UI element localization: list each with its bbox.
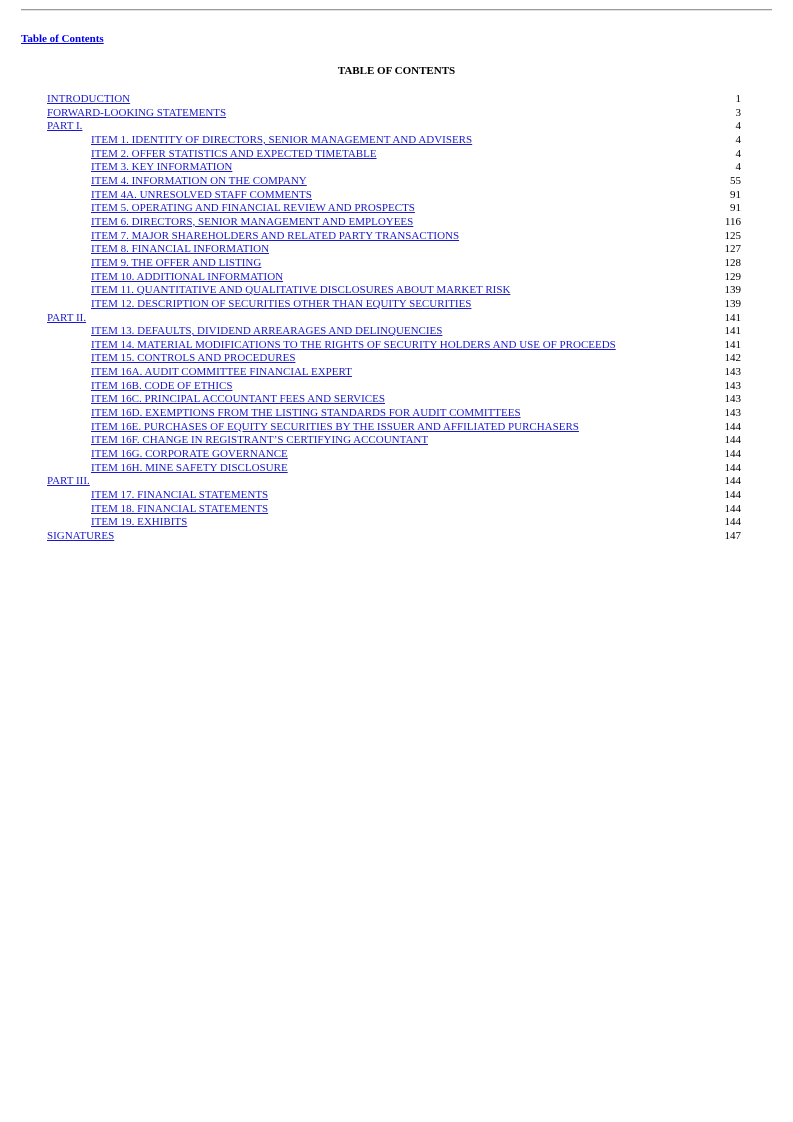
toc-page-number: 143	[724, 366, 741, 379]
toc-entry	[47, 530, 741, 544]
toc-entry	[47, 352, 741, 366]
toc-page-number: 147	[724, 530, 741, 542]
toc-page-number: 4	[735, 133, 741, 146]
toc-list	[47, 93, 741, 544]
toc-item-link[interactable]: ITEM 16E. PURCHASES OF EQUITY SECURITIES BY THE ISSUER AND AFFILIATED PURCHASERS	[91, 420, 579, 433]
toc-item-link[interactable]: ITEM 16C. PRINCIPAL ACCOUNTANT FEES AND SERVICES	[91, 393, 385, 406]
toc-entry	[47, 380, 741, 394]
toc-entry	[47, 93, 741, 107]
toc-page-number: 143	[724, 393, 741, 406]
toc-page-number: 4	[735, 161, 741, 174]
toc-page-number: 141	[724, 311, 741, 324]
toc-page-number: 139	[724, 284, 741, 297]
toc-section-link[interactable]: PART II.	[47, 311, 87, 324]
toc-entry	[47, 175, 741, 189]
toc-item-link[interactable]: ITEM 16G. CORPORATE GOVERNANCE	[91, 448, 288, 461]
toc-entry	[47, 148, 741, 162]
toc-item-link[interactable]: ITEM 17. FINANCIAL STATEMENTS	[91, 489, 269, 502]
toc-entry	[47, 202, 741, 216]
toc-entry	[47, 257, 741, 271]
toc-item-link[interactable]: ITEM 9. THE OFFER AND LISTING	[91, 256, 262, 269]
toc-entry	[47, 325, 741, 339]
toc-entry	[47, 189, 741, 203]
toc-entry	[47, 407, 741, 421]
toc-item-link[interactable]: ITEM 16D. EXEMPTIONS FROM THE LISTING STANDARDS FOR AUDIT COMMITTEES	[91, 407, 521, 420]
toc-page-number: 91	[730, 202, 741, 215]
toc-entry	[47, 243, 741, 257]
toc-entry	[47, 134, 741, 148]
toc-page-number: 125	[724, 229, 741, 242]
toc-item-link[interactable]: ITEM 10. ADDITIONAL INFORMATION	[91, 270, 284, 283]
toc-entry	[47, 120, 741, 134]
top-divider	[21, 9, 772, 10]
toc-entry	[47, 516, 741, 530]
toc-page-number: 129	[724, 270, 741, 283]
toc-page-number: 1	[735, 93, 741, 105]
toc-entry	[47, 284, 741, 298]
toc-entry	[47, 161, 741, 175]
toc-item-link[interactable]: ITEM 8. FINANCIAL INFORMATION	[91, 243, 270, 256]
toc-item-link[interactable]: ITEM 19. EXHIBITS	[91, 516, 188, 529]
toc-item-link[interactable]: ITEM 16B. CODE OF ETHICS	[91, 379, 233, 392]
toc-item-link[interactable]: ITEM 16A. AUDIT COMMITTEE FINANCIAL EXPERT	[91, 366, 352, 379]
toc-page-number: 142	[724, 352, 741, 365]
toc-page-number: 144	[724, 502, 741, 515]
toc-entry	[47, 312, 741, 326]
toc-entry	[47, 339, 741, 353]
toc-page-number: 144	[724, 434, 741, 447]
toc-page-number: 55	[730, 174, 741, 187]
toc-page-number: 91	[730, 188, 741, 201]
page-title: TABLE OF CONTENTS	[337, 65, 456, 77]
toc-entry	[47, 489, 741, 503]
toc-entry	[47, 475, 741, 489]
toc-item-link[interactable]: ITEM 4. INFORMATION ON THE COMPANY	[91, 174, 307, 187]
toc-page-number: 3	[735, 106, 741, 119]
toc-page-number: 143	[724, 379, 741, 392]
toc-item-link[interactable]: ITEM 6. DIRECTORS, SENIOR MANAGEMENT AND EMPLOYEES	[91, 215, 414, 228]
toc-item-link[interactable]: ITEM 7. MAJOR SHAREHOLDERS AND RELATED PARTY TRANSACTIONS	[91, 229, 460, 242]
toc-item-link[interactable]: ITEM 11. QUANTITATIVE AND QUALITATIVE DISCLOSURES ABOUT MARKET RISK	[91, 284, 511, 297]
toc-section-link[interactable]: FORWARD-LOOKING STATEMENTS	[47, 106, 227, 119]
toc-item-link[interactable]: ITEM 15. CONTROLS AND PROCEDURES	[91, 352, 296, 365]
toc-page-number: 141	[724, 338, 741, 351]
toc-page-number: 116	[724, 215, 741, 228]
toc-entry	[47, 216, 741, 230]
toc-page-number: 144	[724, 420, 741, 433]
toc-section-link[interactable]: INTRODUCTION	[47, 93, 131, 105]
toc-entry	[47, 462, 741, 476]
toc-entry	[47, 366, 741, 380]
toc-item-link[interactable]: ITEM 5. OPERATING AND FINANCIAL REVIEW AND PROSPECTS	[91, 202, 415, 215]
toc-entry	[47, 271, 741, 285]
toc-item-link[interactable]: ITEM 16H. MINE SAFETY DISCLOSURE	[91, 461, 288, 474]
toc-page-number: 128	[724, 256, 741, 269]
toc-item-link[interactable]: ITEM 3. KEY INFORMATION	[91, 161, 233, 174]
table-of-contents-link[interactable]: Table of Contents	[21, 33, 104, 45]
toc-entry	[47, 448, 741, 462]
toc-entry	[47, 503, 741, 517]
toc-entry	[47, 421, 741, 435]
toc-page-number: 4	[735, 147, 741, 160]
toc-page-number: 144	[724, 448, 741, 461]
toc-entry	[47, 298, 741, 312]
toc-entry	[47, 393, 741, 407]
toc-page-number: 139	[724, 297, 741, 310]
toc-item-link[interactable]: ITEM 12. DESCRIPTION OF SECURITIES OTHER THAN EQUITY SECURITIES	[91, 297, 472, 310]
toc-page-number: 141	[724, 325, 741, 338]
toc-page-number: 4	[735, 120, 741, 133]
toc-page-number: 143	[724, 407, 741, 420]
toc-item-link[interactable]: ITEM 18. FINANCIAL STATEMENTS	[91, 502, 269, 515]
toc-item-link[interactable]: ITEM 4A. UNRESOLVED STAFF COMMENTS	[91, 188, 312, 201]
toc-page-number: 144	[724, 475, 741, 488]
toc-item-link[interactable]: ITEM 1. IDENTITY OF DIRECTORS, SENIOR MANAGEMENT AND ADVISERS	[91, 133, 473, 146]
toc-section-link[interactable]: PART III.	[47, 475, 90, 488]
toc-item-link[interactable]: ITEM 13. DEFAULTS, DIVIDEND ARREARAGES AND DELINQUENCIES	[91, 325, 443, 338]
toc-page-number: 144	[724, 461, 741, 474]
toc-section-link[interactable]: PART I.	[47, 120, 83, 133]
toc-page-number: 144	[724, 489, 741, 502]
toc-section-link[interactable]: SIGNATURES	[47, 530, 115, 542]
toc-item-link[interactable]: ITEM 2. OFFER STATISTICS AND EXPECTED TIMETABLE	[91, 147, 377, 160]
toc-item-link[interactable]: ITEM 16F. CHANGE IN REGISTRANT’S CERTIFYING ACCOUNTANT	[91, 434, 429, 447]
toc-page-number: 144	[724, 516, 741, 529]
toc-entry	[47, 107, 741, 121]
toc-entry	[47, 230, 741, 244]
toc-page-number: 127	[724, 243, 741, 256]
toc-entry	[47, 434, 741, 448]
toc-item-link[interactable]: ITEM 14. MATERIAL MODIFICATIONS TO THE RIGHTS OF SECURITY HOLDERS AND USE OF PROCEEDS	[91, 338, 616, 351]
